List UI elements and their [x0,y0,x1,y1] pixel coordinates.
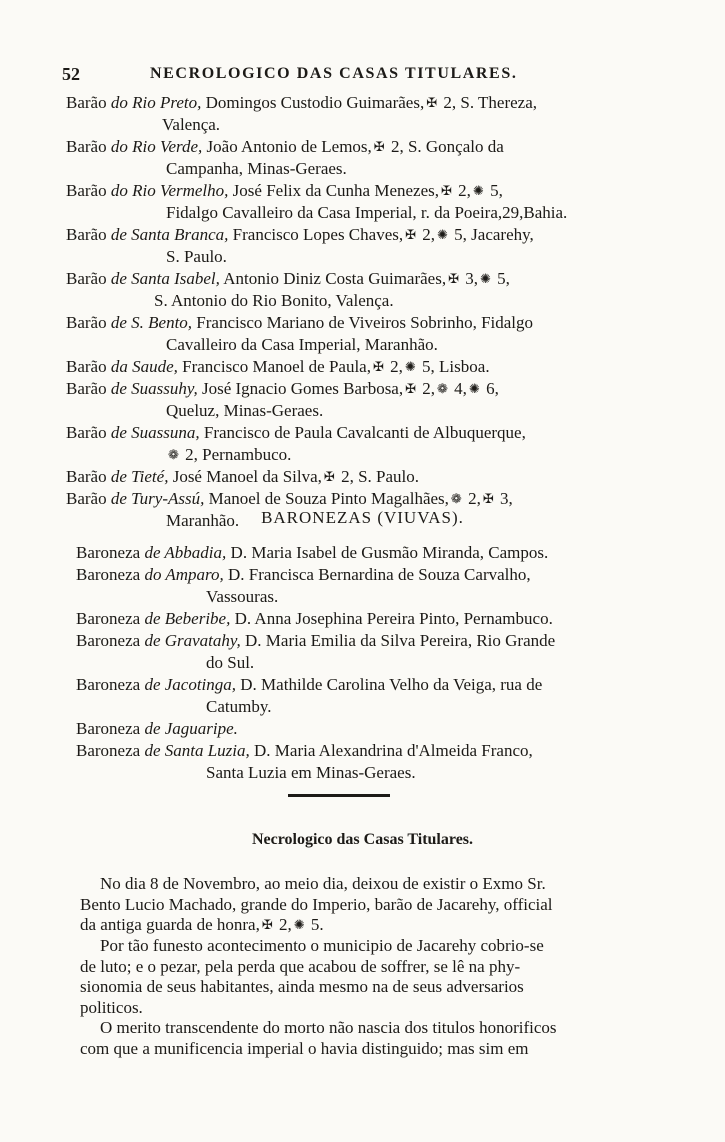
entry-continuation: do Sul. [206,653,255,672]
holder-name: Domingos Custodio Guimarães, [201,93,425,112]
running-title: NECROLOGICO DAS CASAS TITULARES. [150,65,518,82]
entry-continuation: Santa Luzia em Minas-Geraes. [206,763,416,782]
title-place: de Santa Branca, [110,225,229,244]
paragraph-1 [80,874,646,936]
barao-entry [66,466,652,488]
baroneza-entry [76,630,648,674]
holder-name: Francisco Manoel de Paula, [177,357,371,376]
holder-name: João Antonio de Lemos, [202,137,372,156]
title-rank: Barão [66,423,111,442]
title-place: de Santa Isabel, [110,269,220,288]
title-place: de Jacotinga, [144,675,237,694]
title-place: de Tury-Assú, [110,489,205,508]
title-rank: Baroneza [76,565,145,584]
cross-order-icon: ✠ [261,917,273,932]
paragraph-3 [80,1018,646,1059]
location: S. Thereza, [456,93,538,112]
text-line: No dia 8 de Novembro, ao meio dia, deixou de existir o Exmo Sr. [100,874,546,893]
text-line: Por tão funesto acontecimento o municipio de Jacarehy cobrio-se [100,936,544,955]
order-grade: 5, [417,357,435,376]
order-grade: 2, [336,467,354,486]
title-rank: Barão [66,357,111,376]
text-line: O merito transcendente do morto não nascia dos titulos honorificos [100,1018,557,1037]
title-place: do Rio Vermelho, [110,181,229,200]
order-grade: 5, [492,269,510,288]
order-grade: 2, [453,181,471,200]
baroneza-entry [76,718,648,740]
entry-continuation: Campanha, Minas-Geraes. [166,159,347,178]
star-order-icon: ✺ [480,271,491,286]
cross-order-icon: ✠ [405,381,417,396]
barao-entry [66,92,652,136]
text-line: politicos. [80,997,143,1017]
baronezas-heading: BARONEZAS (VIUVAS). [261,508,464,527]
paragraph-2 [80,936,646,1018]
text-line: com que a munificencia imperial o havia distinguido; mas sim em [80,1038,529,1058]
location: Jacarehy, [466,225,534,244]
holder-name: D. Maria Emilia da Silva Pereira, Rio Grande [240,631,556,650]
holder-name: D. Mathilde Carolina Velho da Veiga, rua de [236,675,543,694]
barao-entry [66,312,652,356]
baroneza-entry [76,564,648,608]
entry-continuation: Valença. [162,115,221,134]
entry-continuation: Cavalleiro da Casa Imperial, Maranhão. [166,335,438,354]
star-order-icon: ✺ [293,917,305,932]
order-grade: 2, [418,379,436,398]
cross-order-icon: ✠ [448,271,459,286]
holder-name: Manoel de Souza Pinto Magalhães, [204,489,449,508]
title-rank: Barão [66,181,111,200]
title-place: do Rio Preto, [110,93,202,112]
location: S. Gonçalo da [403,137,504,156]
title-place: de S. Bento, [110,313,193,332]
title-place: do Rio Verde, [110,137,203,156]
order-grade: 5, [485,181,503,200]
cross-order-icon: ✠ [426,95,438,110]
title-rank: Barão [66,225,111,244]
text-line: da antiga guarda de honra, ✠ 2, ✺ 5. [80,915,324,934]
order-grade: 3, [461,269,478,288]
title-rank: Baroneza [76,609,145,628]
baroneza-entry [76,674,648,718]
baroneza-entry [76,542,648,564]
text-line: Bento Lucio Machado, grande do Imperio, barão de Jacarehy, official [80,894,553,914]
running-head [62,64,662,88]
rose-order-icon: ❁ [450,491,462,506]
location: Lisboa. [434,357,490,376]
title-rank: Baroneza [76,741,145,760]
holder-name: D. Anna Josephina Pereira Pinto, Pernambuco. [230,609,553,628]
barao-entry [66,136,652,180]
title-rank: Barão [66,93,111,112]
order-grade: 2, [274,915,292,934]
entry-continuation: Catumby. [206,697,272,716]
baroneza-entry [76,740,648,784]
order-grade: 2, [180,445,198,464]
holder-name: D. Maria Isabel de Gusmão Miranda, Campos. [226,543,549,562]
title-rank: Barão [66,269,111,288]
barao-entry [66,422,652,466]
holder-name: José Felix da Cunha Menezes, [228,181,439,200]
order-grade: 2, [463,489,481,508]
title-place: de Jaguaripe. [144,719,238,738]
title-place: da Saude, [110,357,178,376]
baronezas-list [76,542,648,784]
entry-continuation: Queluz, Minas-Geraes. [166,401,324,420]
title-rank: Baroneza [76,631,145,650]
order-grade: 2, [385,357,403,376]
title-place: de Santa Luzia, [144,741,250,760]
order-grade: 2, [418,225,436,244]
cross-order-icon: ✠ [373,139,385,154]
holder-name: Francisco de Paula Cavalcanti de Albuquerque, [199,423,526,442]
title-place: de Beberibe, [144,609,231,628]
rose-order-icon: ❁ [437,381,448,396]
star-order-icon: ✺ [437,227,448,242]
entry-continuation: S. Paulo. [166,247,227,266]
cross-order-icon: ✠ [323,469,335,484]
entry-continuation: S. Antonio do Rio Bonito, Valença. [154,291,394,310]
order-grade: 5. [306,915,324,934]
title-rank: Baroneza [76,675,145,694]
holder-name: Francisco Mariano de Viveiros Sobrinho, Fidalgo [192,313,534,332]
section-divider [288,794,390,797]
star-order-icon: ✺ [404,359,416,374]
holder-name: José Ignacio Gomes Barbosa, [197,379,404,398]
holder-name: D. Maria Alexandrina d'Almeida Franco, [249,741,533,760]
holder-name: Francisco Lopes Chaves, [228,225,404,244]
title-rank: Barão [66,379,111,398]
text-line: sionomia de seus habitantes, ainda mesmo na de seus adversarios [80,977,524,996]
title-rank: Barão [66,313,111,332]
baroes-list [66,92,652,532]
barao-entry [66,356,652,378]
barao-entry [66,224,652,268]
star-order-icon: ✺ [468,381,480,396]
order-grade: 6, [481,379,499,398]
holder-name: Antonio Diniz Costa Guimarães, [219,269,447,288]
baroneza-entry [76,608,648,630]
title-rank: Baroneza [76,719,145,738]
order-grade: 5, [449,225,467,244]
title-place: de Suassuna, [110,423,200,442]
cross-order-icon: ✠ [372,359,384,374]
cross-order-icon: ✠ [441,183,452,198]
title-place: de Suassuhy, [110,379,198,398]
rose-order-icon: ❁ [168,447,179,462]
title-place: de Tieté, [110,467,169,486]
holder-name: José Manoel da Silva, [168,467,322,486]
cross-order-icon: ✠ [482,491,494,506]
necrologico-heading: Necrologico das Casas Titulares. [251,831,474,848]
title-place: de Abbadia, [144,543,227,562]
title-rank: Barão [66,489,111,508]
page-number: 52 [62,64,80,84]
order-grade: 2, [439,93,457,112]
title-place: de Gravatahy, [144,631,241,650]
entry-continuation: Maranhão. [166,511,240,530]
entry-continuation: Vassouras. [206,587,279,606]
barao-entry [66,378,652,422]
entry-continuation: Fidalgo Cavalleiro da Casa Imperial, r. da Poeira,29,Bahia. [166,203,568,222]
title-place: do Amparo, [144,565,224,584]
star-order-icon: ✺ [472,183,484,198]
barao-entry [66,180,652,224]
entry-continuation [66,444,652,466]
order-grade: 2, [386,137,404,156]
order-grade: 4, [449,379,467,398]
barao-entry [66,268,652,312]
title-rank: Barão [66,467,111,486]
cross-order-icon: ✠ [405,227,417,242]
location: S. Paulo. [353,467,419,486]
title-rank: Baroneza [76,543,145,562]
text-line: de luto; e o pezar, pela perda que acabou de soffrer, se lê na phy- [80,956,521,976]
location: Pernambuco. [197,445,292,464]
title-rank: Barão [66,137,111,156]
order-grade: 3, [495,489,513,508]
holder-name: D. Francisca Bernardina de Souza Carvalho, [223,565,531,584]
